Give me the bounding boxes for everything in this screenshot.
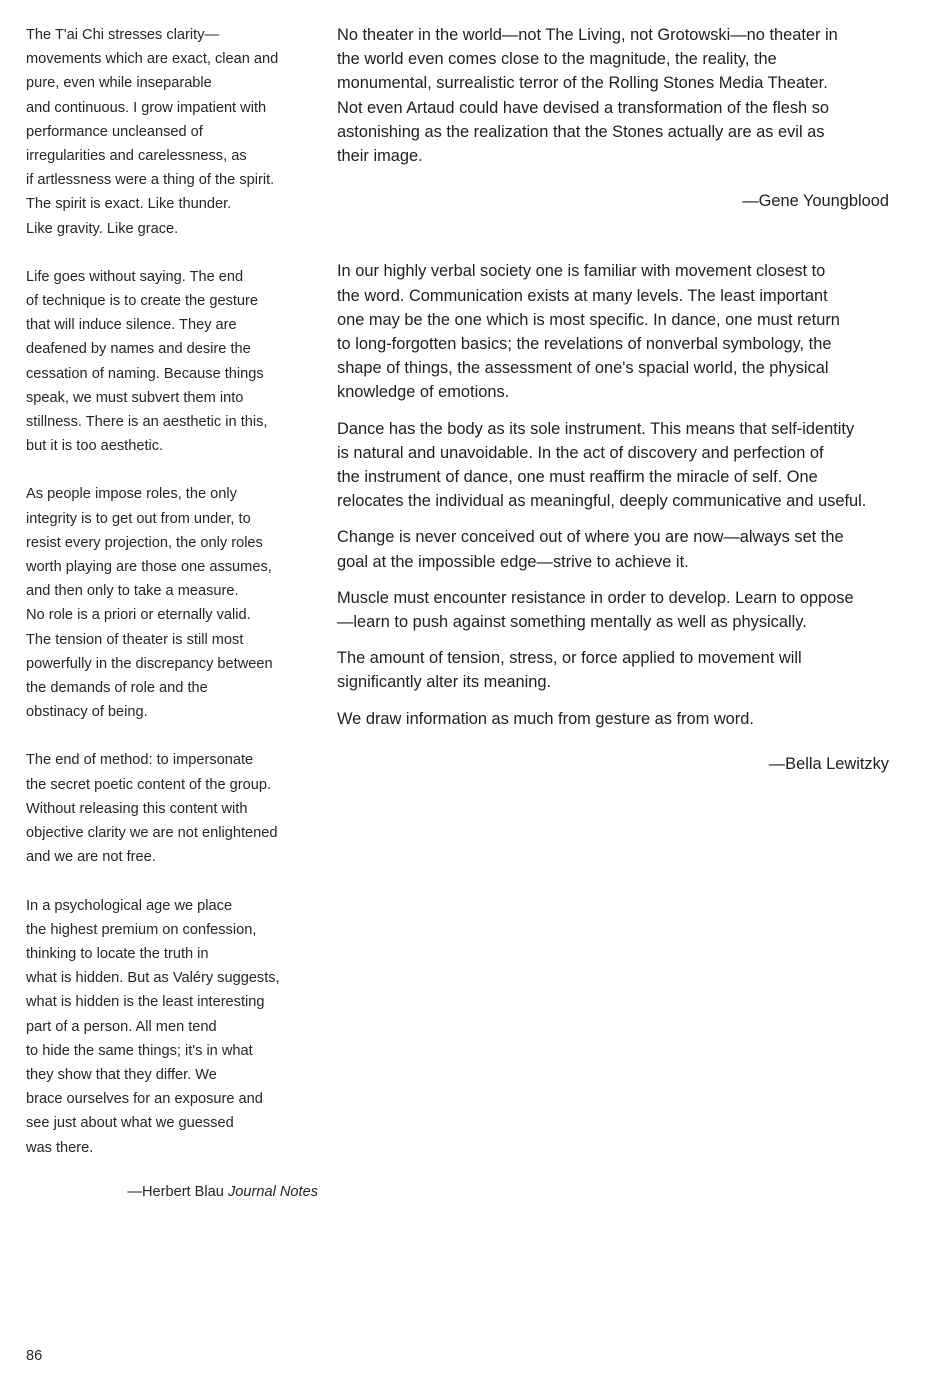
text-line: No role is a priori or eternally valid.	[26, 607, 251, 624]
text-line: cessation of naming. Because things	[26, 365, 264, 382]
text-line: was there.	[26, 1139, 94, 1156]
text-line: the world even comes close to the magnitude, the reality, the	[337, 50, 777, 69]
herbert-blau-attribution	[26, 1180, 318, 1204]
text-line: resist every projection, the only roles	[26, 534, 263, 551]
text-line: goal at the impossible edge—strive to achieve it.	[337, 552, 689, 571]
text-line: As people impose roles, the only	[26, 486, 237, 503]
text-line: speak, we must subvert them into	[26, 389, 244, 406]
text-line: The T'ai Chi stresses clarity—	[26, 27, 220, 43]
text-line: In our highly verbal society one is familiar with movement closest to	[337, 262, 826, 281]
text-line: —learn to push against something mentally as well as physically.	[337, 613, 807, 632]
text-line: stillness. There is an aesthetic in this,	[26, 414, 268, 431]
right-paragraph-1	[337, 259, 917, 404]
text-line: No theater in the world—not The Living, not Grotowski—no theater in	[337, 26, 838, 44]
left-column	[26, 23, 318, 1204]
text-line: the highest premium on confession,	[26, 921, 257, 938]
text-line: knowledge of emotions.	[337, 383, 510, 402]
text-line: significantly alter its meaning.	[337, 673, 552, 692]
text-line: The end of method: to impersonate	[26, 752, 254, 769]
text-line: obstinacy of being.	[26, 704, 148, 721]
text-line: The amount of tension, stress, or force applied to movement will	[337, 649, 802, 668]
lewitzky-signature: —Bella Lewitzky	[768, 754, 889, 773]
left-paragraph-2	[26, 265, 318, 459]
text-line: part of a person. All men tend	[26, 1018, 217, 1035]
page-number: 86	[26, 1348, 43, 1364]
text-line: Not even Artaud could have devised a transformation of the flesh so	[337, 98, 830, 117]
left-paragraph-1	[26, 23, 318, 241]
text-line: monumental, surrealistic terror of the Rolling Stones Media Theater.	[337, 74, 828, 93]
text-line: their image.	[337, 147, 423, 166]
right-paragraph-3	[337, 525, 917, 573]
text-line: the instrument of dance, one must reaffirm the miracle of self. One	[337, 468, 818, 487]
text-line: The spirit is exact. Like thunder.	[26, 196, 232, 213]
text-line: they show that they differ. We	[26, 1066, 217, 1083]
text-line: thinking to locate the truth in	[26, 945, 209, 962]
youngblood-quote	[337, 23, 917, 213]
text-line: to hide the same things; it's in what	[26, 1042, 253, 1059]
text-line: the word. Communication exists at many levels. The least important	[337, 286, 828, 305]
right-paragraph-6	[337, 707, 917, 731]
text-line: worth playing are those one assumes,	[26, 559, 272, 576]
youngblood-signature: —Gene Youngblood	[742, 192, 889, 211]
right-column	[337, 23, 917, 776]
text-line: The tension of theater is still most	[26, 631, 244, 648]
text-line: is natural and unavoidable. In the act of discovery and perfection of	[337, 443, 824, 462]
text-line: and we are not free.	[26, 849, 156, 866]
right-paragraph-5	[337, 646, 917, 694]
text-line: Life goes without saying. The end	[26, 268, 244, 285]
text-line: performance uncleansed of	[26, 123, 203, 140]
text-line: and continuous. I grow impatient with	[26, 99, 267, 116]
text-line: the secret poetic content of the group.	[26, 776, 272, 793]
lewitzky-quote	[337, 259, 917, 776]
text-line: of technique is to create the gesture	[26, 293, 259, 310]
text-line: see just about what we guessed	[26, 1115, 234, 1132]
text-line: shape of things, the assessment of one's spacial world, the physical	[337, 359, 829, 378]
text-line: powerfully in the discrepancy between	[26, 655, 273, 672]
text-line: Muscle must encounter resistance in order to develop. Learn to oppose	[337, 588, 854, 607]
left-paragraph-3	[26, 482, 318, 724]
text-line: Without releasing this content with	[26, 800, 248, 817]
text-line: but it is too aesthetic.	[26, 438, 164, 455]
text-line: Change is never conceived out of where you are now—always set the	[337, 528, 844, 547]
text-line: In a psychological age we place	[26, 897, 233, 914]
text-line: if artlessness were a thing of the spirit.	[26, 172, 275, 189]
text-line: to long-forgotten basics; the revelations of nonverbal symbology, the	[337, 335, 832, 354]
text-line: deafened by names and desire the	[26, 341, 251, 358]
text-line: movements which are exact, clean and	[26, 51, 279, 68]
text-line: what is hidden is the least interesting	[26, 994, 265, 1011]
text-line: integrity is to get out from under, to	[26, 510, 251, 527]
text-line: that will induce silence. They are	[26, 317, 237, 334]
text-line: astonishing as the realization that the Stones actually are as evil as	[337, 122, 825, 141]
text-line: brace ourselves for an exposure and	[26, 1091, 263, 1108]
text-line: irregularities and carelessness, as	[26, 148, 247, 165]
left-paragraph-4	[26, 748, 318, 869]
right-paragraph-4	[337, 586, 917, 634]
attribution-work: Journal Notes	[227, 1183, 318, 1200]
left-paragraph-5	[26, 894, 318, 1160]
text-line: We draw information as much from gesture as from word.	[337, 709, 754, 728]
text-line: Like gravity. Like grace.	[26, 220, 179, 237]
text-line: the demands of role and the	[26, 680, 208, 697]
text-line: one may be the one which is most specific. In dance, one must return	[337, 310, 840, 329]
text-line: and then only to take a measure.	[26, 583, 239, 600]
text-line: Dance has the body as its sole instrument. This means that self-identity	[337, 419, 855, 438]
text-line: objective clarity we are not enlightened	[26, 825, 278, 842]
right-paragraph-2	[337, 417, 917, 514]
text-line: what is hidden. But as Valéry suggests,	[26, 970, 280, 987]
text-line: pure, even while inseparable	[26, 75, 212, 92]
attribution-author: —Herbert Blau	[127, 1183, 224, 1200]
text-line: relocates the individual as meaningful, deeply communicative and useful.	[337, 492, 867, 511]
